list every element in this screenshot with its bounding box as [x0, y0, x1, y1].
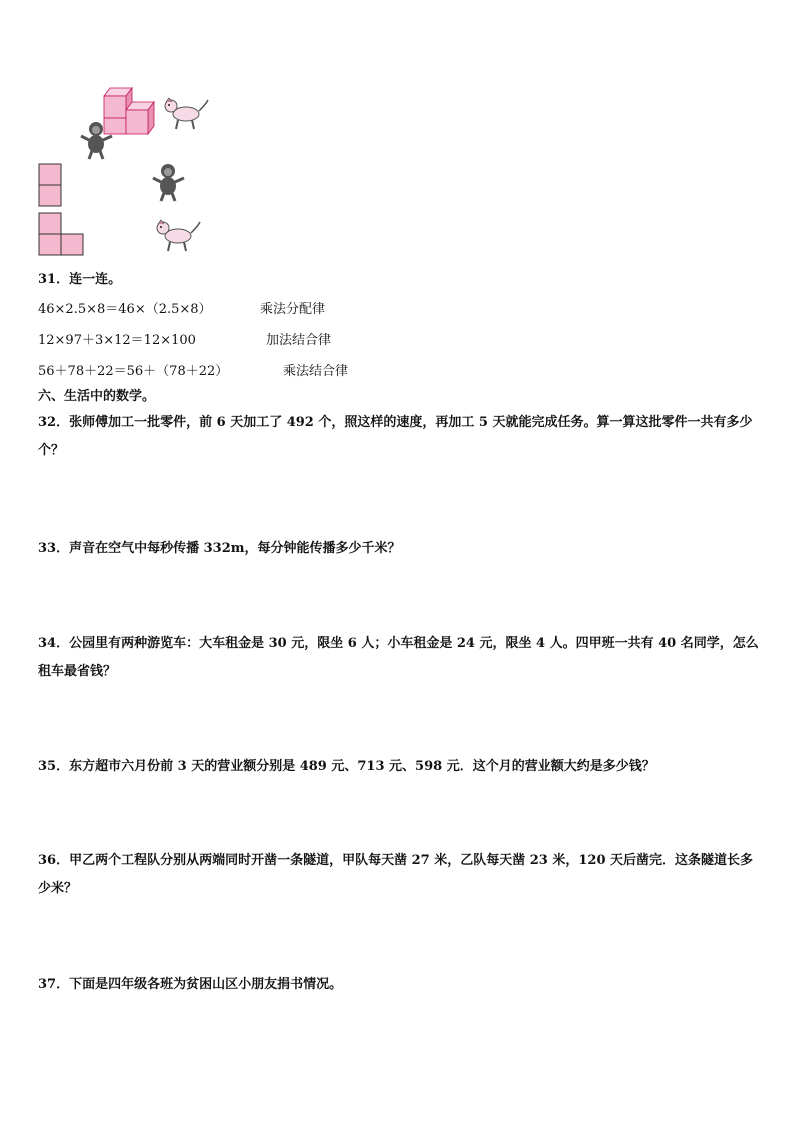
side-view-squares — [38, 212, 84, 256]
question-31-title: 31．连一连。 — [38, 272, 122, 287]
dog-icon — [160, 96, 210, 132]
law-1: 乘法分配律 — [260, 302, 326, 317]
question-34: 34．公园里有两种游览车：大车租金是 30 元，限坐 6 人；小车租金是 24 元，限坐 4 人。四甲班一共有 40 名同学，怎么租车最省钱？ — [38, 636, 759, 679]
monkey-icon — [152, 162, 188, 202]
section-title: 六、生活中的数学。 — [38, 389, 156, 404]
law-2: 加法结合律 — [266, 333, 332, 348]
question-36: 36．甲乙两个工程队分别从两端同时开凿一条隧道，甲队每天凿 27 米，乙队每天凿 23 米，120 天后凿完．这条隧道长多少米？ — [38, 853, 754, 896]
expression-3: 56＋78＋22＝56＋（78＋22） — [38, 364, 229, 379]
question-33: 33．声音在空气中每秒传播 332m，每分钟能传播多少千米？ — [38, 541, 401, 556]
question-32: 32．张师傅加工一批零件，前 6 天加工了 492 个，照这样的速度，再加工 5 天就能完成任务。算一算这批零件一共有多少个？ — [38, 415, 753, 458]
expression-1: 46×2.5×8＝46×（2.5×8） — [38, 302, 212, 317]
dog-icon — [152, 218, 202, 254]
monkey-icon — [80, 120, 116, 160]
question-37: 37．下面是四年级各班为贫困山区小朋友捐书情况。 — [38, 977, 343, 992]
law-3: 乘法结合律 — [283, 364, 349, 379]
expression-2: 12×97＋3×12＝12×100 — [38, 333, 196, 348]
front-view-squares — [38, 163, 62, 207]
question-35: 35．东方超市六月份前 3 天的营业额分别是 489 元、713 元、598 元．这个月的营业额大约是多少钱？ — [38, 759, 655, 774]
